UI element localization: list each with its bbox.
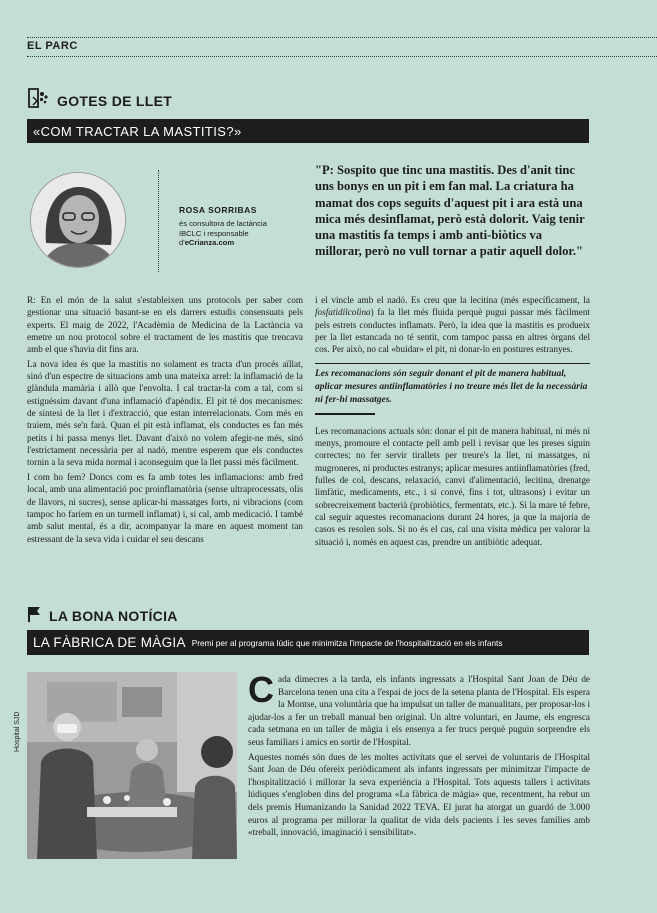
drops-document-icon bbox=[27, 88, 49, 113]
bona-heading-text: LA BONA NOTÍCIA bbox=[49, 607, 178, 624]
answer-paragraph-2: La nova idea és que la mastitis no solament es tracta d'un procés aïllat, sinó d'un espectre de situacions amb una mateixa arrel: la inflamació de la glàndula mamària i allò que l'envolta. I cal tractar-la com a tal, com si estiguéssim davant d'una inflamació d'apèndix. El pit té dos mecanismes: de síntesi de la llet i d'extracció, que estan interrelacionats. Com més en traiem, més se'n farà. Quan el pit està inflamat, els conductes es fan més petits i hi passa menys llet. Davant d'això no volem afegir-ne més, sinó l'estrictament necessària per al nadó, mentre esperem que els conductes tornin a la seva mida normal i aconseguim que la llet passi més fàcilment. bbox=[27, 358, 303, 468]
bona-article bbox=[248, 669, 590, 839]
gotes-left-column bbox=[27, 294, 303, 545]
bona-paragraph-1 bbox=[248, 669, 590, 749]
author-divider bbox=[158, 170, 159, 272]
answer-paragraph-5: Les recomanacions actuals són: donar el pit de manera habitual, ni més ni menys, promoure el contacte pell amb pell i revisar que les preses siguin correctes; no fer servir tirallets per treure's la llet, ni massatges, ni mugroneres, ni productes estranys; aplicar mesures antiinflamatòries (fred, fulles de col, descans, relaxació, canvi d'alimentació, lecitina, drenatge limfàtic, medicaments, etc., i si convé, fins i tot, ultrasons) i evitar un sobrecreixement bacterià (probiòtics, fermentats, etc.). Si la mare té febre, cal seguir aquestes recomanacions durant 24 hores, ja que la majoria de casos es resolen sols. Si no és el cas, cal una visita mèdica per valorar la situació i, només en aquest cas, prendre un antibiòtic adequat. bbox=[315, 425, 590, 547]
author-avatar bbox=[30, 172, 126, 268]
bona-banner-title: LA FÀBRICA DE MÀGIA bbox=[33, 635, 186, 650]
answer-paragraph-4-em: fosfatidilcolina bbox=[315, 307, 371, 318]
answer-paragraph-3: I com ho fem? Doncs com es fa amb totes les inflamacions: amb fred local, amb una alimentació poc proinflamatòria (sense ultraprocessats, olis de llavors, ni sucres), sense aplicar-hi massatges forts, ni vibracions (com tampoc ho faríem en un turmell inflamat) i, si cal, amb medicació. I també amb salut mental, és a dir, acompanyar la mare en aquest moment tan estressant de la seva vida i cuidar el seu descans bbox=[27, 471, 303, 544]
gotes-heading bbox=[27, 88, 172, 113]
bona-heading bbox=[27, 606, 178, 625]
highlight-top-rule bbox=[315, 363, 590, 364]
section-label: EL PARC bbox=[27, 40, 78, 52]
author-info bbox=[179, 205, 299, 248]
gotes-banner bbox=[27, 119, 589, 143]
author-site: eCrianza.com bbox=[184, 238, 235, 248]
highlight-callout: Les recomanacions són seguir donant el pit de manera habitual, aplicar mesures antiinflamatòries i no treure més llet de la necessària ni fer-hi massatges. bbox=[315, 368, 588, 405]
bona-banner bbox=[27, 630, 589, 655]
answer-paragraph-1: R: En el món de la salut s'estableixen uns protocols per saber com gestionar una situació basant-se en els darrers estudis consensuats pels experts. El maig de 2022, l'Acadèmia de Medicina de la Lactància va emetre un nou protocol sobre el tractament de les mastitis que trencava amb el que s'havia dit fins ara. bbox=[27, 295, 303, 355]
author-role-prefix: d' bbox=[179, 238, 185, 248]
highlight-bottom-rule bbox=[315, 413, 375, 415]
gotes-right-column bbox=[315, 294, 590, 548]
answer-paragraph-4 bbox=[315, 294, 590, 356]
bona-banner-subtitle: Premi per al programa lúdic que minimitza l'impacte de l'hospitalització en els infants bbox=[191, 637, 503, 648]
bona-paragraph-1-text: ada dimecres a la tarda, els infants ingressats a l'Hospital Sant Joan de Déu de Barcelona tenen una cita a l'espai de jocs de la setena planta de l'Hospital. Els espera la Montse, una voluntària que ha impulsat un taller de manualitats, per proposar-los i ajudar-los a fer un treball manual ben original. Un altre voluntari, en Jaume, els engresca cada setmana en un taller de màgia i els ensenya a fer trucs perquè puguin sorprendre els seus familiars i amics en sortir de l'Hospital. bbox=[248, 674, 590, 747]
author-name: ROSA SORRIBAS bbox=[179, 205, 257, 215]
photo-credit-wrap bbox=[14, 674, 24, 754]
dropcap: C bbox=[248, 669, 274, 710]
answer-paragraph-4-a: i el vincle amb el nadó. Es creu que la lecitina (més específicament, la bbox=[315, 295, 590, 305]
flag-icon bbox=[27, 606, 41, 625]
author-role-line-1: és consultora de lactància bbox=[179, 219, 267, 228]
reader-question: "P: Sospito que tinc una mastitis. Des d'anit tinc uns bonys en un pit i em fan mal. La criatura ha mamat dos cops seguits d'aquest pit i ara està una mica més desinflamat, però està dolorit. Vaig tenir una mastitis fa temps i amb anti-biòtics va millorar, però no vull tornar a patir aquell dolor." bbox=[315, 163, 585, 259]
answer-paragraph-4-b: ) fa la llet més fluida perquè pugui passar més fàcilment pels estrets conductes inflamats. Però, la idea que la mastitis es produeix per la llet estancada no té sentit, com tampoc passa en altres òrgans del cos. Per això, no cal «buidar» el pit, ni donar-lo en postures estranyes. bbox=[315, 307, 590, 355]
children-workshop-photo bbox=[27, 672, 237, 859]
author-role-line-2: IBCLC i responsable bbox=[179, 228, 249, 238]
top-dotted-rule bbox=[27, 37, 657, 38]
section-dotted-rule bbox=[27, 56, 657, 57]
photo-credit: Hospital SJD bbox=[14, 711, 21, 752]
gotes-heading-text: GOTES DE LLET bbox=[57, 92, 173, 109]
bona-paragraph-2: Aquestes només són dues de les moltes activitats que el servei de voluntaris de l'Hospital Sant Joan de Déu ofereix periòdicament als infants ingressats per minimitzar l'impacte de l'hospitalització i millorar la seva experiència a l'Hospital. Tots aquests tallers i activitats lúdiques s'engloben dins del programa «La fàbrica de màgia» que, recentment, ha rebut un dels premis Humanizando la Sanidad 2022 TEVA. El jurat ha atorgat un guardó de 3.000 euros al programa per millorar la qualitat de vida dels pacients i les seves famílies amb «treball, innovació, imaginació i sensibilitat». bbox=[248, 751, 590, 838]
gotes-banner-title: «COM TRACTAR LA MASTITIS?» bbox=[33, 123, 242, 139]
